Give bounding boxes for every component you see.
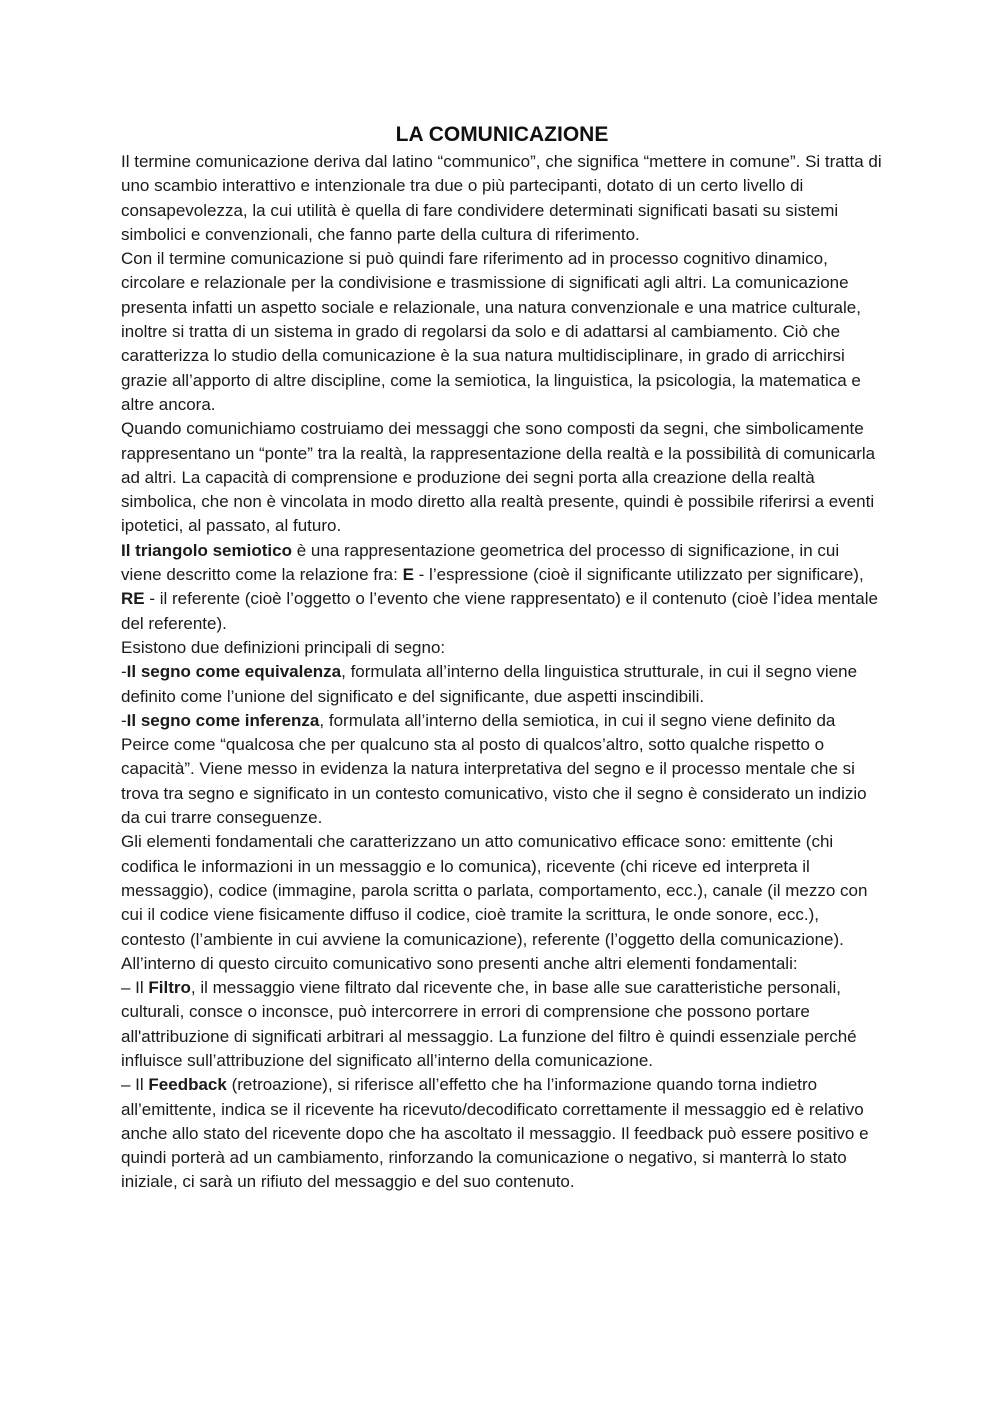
semiotic-triangle-text-2: - l’espressione (cioè il significante utilizzato per significare), <box>413 565 864 585</box>
page-title: LA COMUNICAZIONE <box>395 123 609 146</box>
feedback-term: Feedback <box>148 1075 227 1095</box>
paragraph-sign-inference <box>121 709 883 830</box>
list-dash: – Il <box>121 978 149 998</box>
semiotic-triangle-term: Il triangolo semiotico <box>121 540 292 560</box>
feedback-text: (retroazione), si riferisce all’effetto che ha l’informazione quando torna indietro all’emittente, indica se il ricevente ha ricevuto/decodificato correttamente il messaggio ed è relativo anche allo stato del ricevente dopo che ha ascoltato il messaggio. Il feedback può essere positivo e quindi porterà ad un cambiamento, rinforzando la comunicazione o negativo, si manterrà lo stato iniziale, ci sarà un rifiuto del messaggio e del suo contenuto. <box>121 1075 869 1192</box>
semiotic-triangle-text-1: è una rappresentazione geometrica del processo di significazione, in cui viene descritto come la relazione fra: <box>121 540 840 585</box>
paragraph-sign-equivalence <box>121 660 883 709</box>
semiotic-triangle-text-3: - il referente (cioè l’oggetto o l’evento che viene rappresentato) e il contenuto (cioè l’idea mentale del referente). <box>121 589 878 633</box>
filter-text: , il messaggio viene filtrato dal ricevente che, in base alle sue caratteristiche personali, culturali, consce o inconsce, può intercorrere in errori di comprensione che possono portare all'attribuzione di significati arbitrari al messaggio. La funzione del filtro è quindi essenziale perché influisce sull’attribuzione del significato all’interno della comunicazione. <box>121 978 857 1070</box>
paragraph-semiotic-triangle <box>121 539 883 636</box>
sign-inference-text: , formulata all’interno della semiotica, in cui il segno viene definito da Peirce come “qualcosa che per qualcuno sta al posto di qualcos’altro, sotto qualche rispetto o capacità”. Viene messo in evidenza la natura interpretativa del segno e il processo mentale che si trova tra segno e significato in un contesto comunicativo, visto che il segno è considerato un indizio da cui trarre conseguenze. <box>121 710 867 828</box>
paragraph-circuit-intro: All’interno di questo circuito comunicativo sono presenti anche altri elementi fondamentali: <box>121 953 798 973</box>
paragraph-process: Con il termine comunicazione si può quindi fare riferimento ad in processo cognitivo dinamico, circolare e relazionale per la condivisione e trasmissione di significati agli altri. La comunicazione presenta infatti un aspetto sociale e relazionale, una natura convenzionale e una matrice culturale, inoltre si tratta di un sistema in grado di regolarsi da solo e di adattarsi al cambiamento. Ciò che caratterizza lo studio della comunicazione è la sua natura multidisciplinare, in grado di arricchirsi grazie all’apporto di altre discipline, come la semiotica, la linguistica, la psicologia, la matematica e altre ancora. <box>121 249 861 414</box>
paragraph-feedback <box>121 1073 883 1194</box>
sign-equivalence-text: , formulata all’interno della linguistica strutturale, in cui il segno viene definito come l’unione del significato e del significante, due aspetti inscindibili. <box>121 662 858 706</box>
paragraph-sign-definitions-intro: Esistono due definizioni principali di segno: <box>121 637 446 657</box>
document-body <box>121 120 883 1195</box>
filter-term: Filtro <box>148 978 191 998</box>
list-dash: - <box>121 662 127 682</box>
expression-letter: E <box>402 565 414 585</box>
sign-equivalence-term: Il segno come equivalenza <box>126 662 342 682</box>
sign-inference-term: Il segno come inferenza <box>126 710 320 730</box>
paragraph-messages: Quando comunichiamo costruiamo dei messaggi che sono composti da segni, che simbolicamente rappresentano un “ponte” tra la realtà, la rappresentazione della realtà e la possibilità di comunicarla ad altri. La capacità di comprensione e produzione dei segni porta alla creazione della realtà simbolica, che non è vincolata in modo diretto alla realtà presente, quindi è possibile riferirsi a eventi ipotetici, al passato, al futuro. <box>121 419 876 536</box>
list-dash: – Il <box>121 1075 149 1095</box>
list-dash: - <box>121 710 127 730</box>
paragraph-fundamental-elements: Gli elementi fondamentali che caratterizzano un atto comunicativo efficace sono: emittente (chi codifica le informazioni in un messaggio e lo comunica), ricevente (chi riceve ed interpreta il messaggio), codice (immagine, parola scritta o parlata, comportamento, ecc.), canale (il mezzo con cui il codice viene fisicamente diffuso il codice, cioè tramite la scrittura, le onde sonore, ecc.), contesto (l’ambiente in cui avviene la comunicazione), referente (l’oggetto della comunicazione). <box>121 832 868 949</box>
paragraph-definition: Il termine comunicazione deriva dal latino “communico”, che significa “mettere in comune”. Si tratta di uno scambio interattivo e intenzionale tra due o più partecipanti, dotato di un certo livello di consapevolezza, la cui utilità è quella di fare condividere determinati significati basati su sistemi simbolici e convenzionali, che fanno parte della cultura di riferimento. <box>121 152 882 244</box>
referent-letters: RE <box>121 589 145 609</box>
paragraph-filter <box>121 976 883 1073</box>
